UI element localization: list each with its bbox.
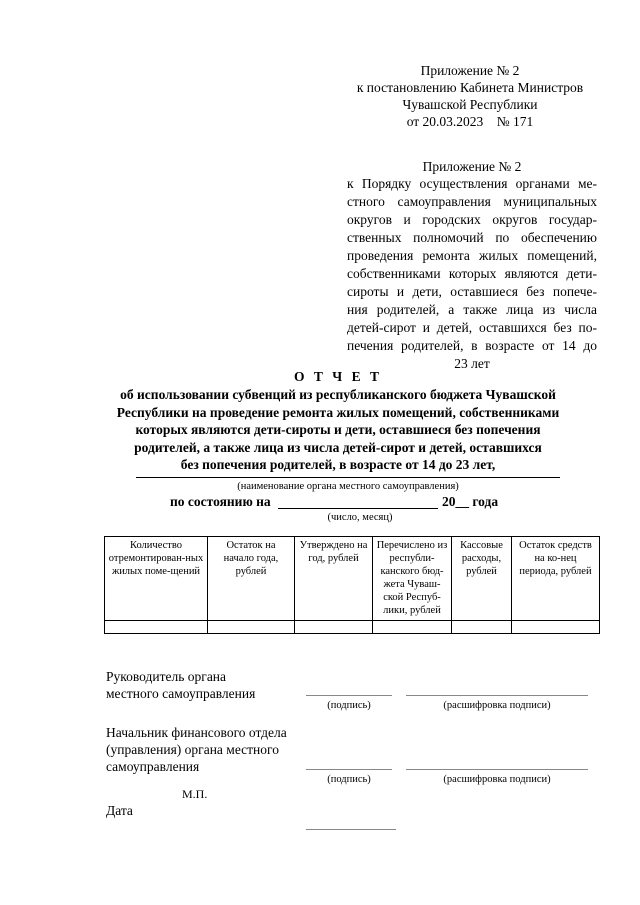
appendix-header-line: Чувашской Республики — [402, 97, 538, 112]
finance-decode-caption: (расшифровка подписи) — [443, 774, 551, 785]
appendix-header-line: Приложение № 2 — [420, 63, 520, 78]
finance-label-line: Начальник финансового отдела — [106, 725, 287, 740]
subtitle-line: без попечения родителей, в возрасте от 14 до 23 лет, — [180, 457, 496, 472]
finance-label-line: самоуправления — [106, 759, 200, 774]
table-cell[interactable] — [373, 621, 452, 634]
head-signature-label — [106, 668, 255, 702]
org-name-caption: (наименование органа местного самоуправления) — [237, 481, 459, 492]
finance-signature-line[interactable] — [306, 769, 392, 770]
head-decode-line[interactable] — [406, 695, 588, 696]
order-line: собственниками которых являются дети- — [347, 266, 597, 281]
appendix-header — [340, 62, 600, 130]
table-cell[interactable] — [295, 621, 373, 634]
appendix-header-line: к постановлению Кабинета Министров — [356, 80, 584, 95]
subtitle-line: Республики на проведение ремонта жилых помещений, собственниками — [116, 404, 560, 420]
finance-decode-line[interactable] — [406, 769, 588, 770]
order-appendix-text — [347, 175, 597, 355]
table-cell[interactable] — [105, 621, 208, 634]
stamp-label: М.П. — [182, 787, 208, 801]
date-label: Дата — [106, 803, 133, 818]
order-line: ственных полномочий по обеспечению — [347, 230, 597, 245]
date-prefix: по состоянию на — [170, 494, 271, 509]
order-appendix — [347, 158, 597, 373]
order-appendix-last-line: 23 лет — [454, 356, 490, 371]
subtitle-line: родителей, а также лица из числа детей-сирот и детей, оставшихся — [134, 439, 542, 455]
order-line: детей-сирот и детей, оставшихся без по- — [347, 320, 597, 335]
col-header-approved: Утверждено на год, рублей — [295, 537, 373, 621]
order-appendix-title: Приложение № 2 — [422, 159, 522, 174]
finance-label-line: (управления) органа местного — [106, 742, 279, 757]
order-line: печения родителей, в возрасте от 14 до — [347, 338, 597, 353]
report-table — [104, 536, 600, 634]
head-decode-caption: (расшифровка подписи) — [443, 700, 551, 711]
col-header-cash-expenses: Кассовые расходы, рублей — [452, 537, 512, 621]
finance-signature-caption: (подпись) — [327, 774, 371, 785]
order-line: стного самоуправления муниципальных — [347, 194, 597, 209]
finance-signature-label — [106, 724, 287, 775]
org-name-line — [136, 477, 560, 478]
order-line: проведения ремонта жилых помещений, — [347, 248, 597, 263]
report-subtitle — [90, 386, 586, 474]
col-header-repaired-count: Количество отремонтирован-ных жилых поме-щений — [105, 537, 208, 621]
order-line: ния родителей, а также лица из числа — [347, 302, 597, 317]
table-cell[interactable] — [452, 621, 512, 634]
report-title: О Т Ч Е Т — [294, 369, 382, 384]
head-signature-line[interactable] — [306, 695, 392, 696]
col-header-opening-balance: Остаток на начало года, рублей — [208, 537, 295, 621]
order-line: округов и городских округов государ- — [347, 212, 597, 227]
subtitle-line: об использовании субвенций из республиканского бюджета Чувашской — [120, 387, 556, 402]
col-header-closing-balance: Остаток средств на ко-нец периода, рублей — [512, 537, 600, 621]
table-row — [105, 621, 600, 634]
table-header-row — [105, 537, 600, 621]
table-cell[interactable] — [208, 621, 295, 634]
appendix-header-line: от 20.03.2023 № 171 — [406, 114, 534, 129]
order-line: сироты и дети, оставшиеся без попече- — [347, 284, 597, 299]
head-label-line: Руководитель органа — [106, 669, 227, 684]
head-signature-caption: (подпись) — [327, 700, 371, 711]
date-signature-line[interactable] — [306, 829, 396, 830]
table-cell[interactable] — [512, 621, 600, 634]
col-header-transferred: Перечислено из республи-канского бюд-жета Чуваш-ской Респуб-лики, рублей — [373, 537, 452, 621]
date-caption: (число, месяц) — [327, 512, 393, 523]
subtitle-line: которых являются дети-сироты и дети, оставшиеся без попечения — [135, 422, 541, 437]
head-label-line: местного самоуправления — [106, 686, 256, 701]
order-line: к Порядку осуществления органами ме- — [347, 176, 597, 191]
date-line — [278, 508, 438, 509]
date-year: 20__ года — [442, 494, 499, 509]
